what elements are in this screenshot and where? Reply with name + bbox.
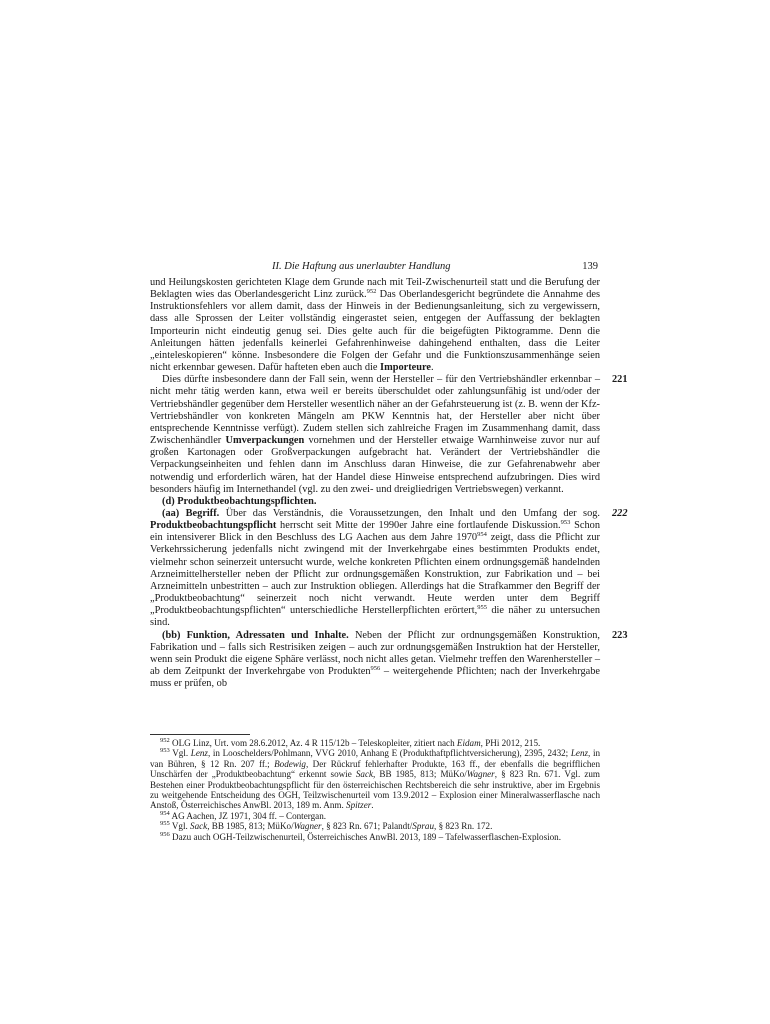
- text-run: , Der Rückruf fehlerhafter Produkte, 163 ff., der ebenfalls die begrifflichen Unschärfen der „Produktbeobachtung“ erkennt sowie: [150, 758, 600, 780]
- text-run: , in van Bühren, § 12 Rn. 207 ff.;: [150, 748, 601, 769]
- paragraph-222: [150, 507, 628, 630]
- footnote-ref-955: 955: [477, 604, 487, 612]
- subheading-begriff: (aa) Begriff.: [162, 507, 220, 519]
- author-name: Bodewig: [274, 758, 306, 769]
- footnote-number: 952: [160, 737, 170, 744]
- text-run: , in Looschelders/Pohlmann, VVG 2010, Anhang E (Produkthaftpflichtversicherung), 2395, 2432;: [207, 748, 571, 759]
- margin-number-222: 222: [612, 507, 628, 519]
- subheading-funktion: (bb) Funktion, Adressaten und Inhalte.: [162, 629, 349, 641]
- author-name: Wagner: [466, 769, 495, 780]
- footnote-number: 955: [160, 820, 170, 828]
- page-number: 139: [582, 261, 598, 272]
- footnote-separator: [150, 734, 250, 735]
- text-run: , § 823 Rn. 172.: [434, 821, 493, 832]
- text-run: und Heilungskosten gerichteten Klage dem Grunde nach mit Teil-Zwischenurteil statt und die Berufung der Beklagten wies das Oberlandesgericht Linz zurück.: [150, 277, 600, 301]
- margin-number-223: 223: [612, 629, 628, 641]
- text-run: .: [431, 362, 434, 374]
- text-run: , § 823 Rn. 671; Palandt/: [321, 821, 413, 832]
- author-name: Spitzer: [346, 800, 372, 811]
- paragraph-221: [150, 374, 628, 496]
- author-name: Sack: [355, 769, 374, 780]
- text-run: die näher zu untersuchen sind.: [150, 605, 600, 629]
- footnote-953: [150, 748, 600, 810]
- paragraph-text: [150, 508, 600, 630]
- author-name: Sprau: [412, 821, 435, 832]
- footnote-ref-953: 953: [560, 519, 571, 527]
- text-run: Vgl.: [169, 748, 191, 759]
- author-name: Lenz: [570, 748, 589, 759]
- paragraph-text: [150, 374, 600, 496]
- main-text: [150, 277, 628, 690]
- section-heading-text: (d) Produktbeobachtungspflichten.: [162, 495, 317, 507]
- footnote-number: 953: [160, 747, 170, 755]
- paragraph-223: [150, 629, 628, 691]
- text-run: Dazu auch OGH-Teilzwischenurteil, Österreichisches AnwBl. 2013, 189 – Tafelwasserflaschen-Explosion.: [169, 831, 561, 842]
- text-run: herrscht seit Mitte der 1990er Jahre eine fortlaufende Diskussion.: [276, 520, 561, 532]
- footnote-955: [150, 821, 600, 831]
- text-run: Dies dürfte insbesondere dann der Fall sein, wenn der Hersteller – für den Vertriebshändler erkennbar – nicht mehr tätig werden kann, etwa weil er bereits überschuldet oder zahlungsunfähig ist und/oder der Vertriebshändler gegenüber dem Hersteller wesentlich näher an der Gefahrsteuerung ist (z. B. wenn der Kfz-Vertriebshändler von konkreten Mängeln am PKW Kenntnis hat, der Hersteller aber nicht über entsprechende Kenntnisse verfügt). Zudem stellen sich zahlreiche Fragen im Zusammenhang damit, dass Zwischenhändler: [150, 374, 600, 447]
- text-run: Das Oberlandesgericht begründete die Annahme des Instruktionsfehlers vor allem damit, dass der Hinweis in der Bedienungsanleitung, sich zu vergewissern, dass alle Sprossen der Leiter vollständig eingerastet seien, entgegen der Auffassung der beklagten Importeurin nicht eindeutig genug sei. Dies gelte auch für die beigefügten Piktogramme. Denn die Anleitungen hätten jedenfalls keinerlei Gefahrenhinweise dahingehend enthalten, dass die Leiter „einteleskopieren“ könne. Insbesondere die Folgen der Gefahr und die Funktionszusammenhänge seien nicht erkennbar gewesen. Dafür hafteten eben auch die: [150, 289, 600, 374]
- author-name: Sack: [190, 821, 208, 832]
- author-name: Wagner: [293, 821, 322, 832]
- footnote-956: [150, 832, 600, 842]
- text-run: Vgl.: [169, 821, 191, 832]
- text-run: – weitergehende Pflichten; nach der Inverkehrgabe muss er prüfen, ob: [150, 666, 600, 690]
- text-run: , § 823 Rn. 671. Vgl. zum Bestehen einer Produktbeobachtungspflicht für den österreichischen Rechtsbereich die sehr instruktive, aber im Ergebnis zu weitgehende Entscheidung des OGH, Teilzwischenurteil vom 13.9.2012 – Explosion einer Mineralwasserflasche nach Anstoß, Österreichisches AnwBl. 2013, 189 m. Anm.: [150, 769, 600, 811]
- text-run: , PHi 2012, 215.: [480, 738, 541, 748]
- running-title: II. Die Haftung aus unerlaubter Handlung: [272, 261, 451, 272]
- footnote-ref-952: 952: [366, 288, 377, 296]
- paragraph-continued: [150, 277, 600, 374]
- text-run: , BB 1985, 813; MüKo/: [207, 821, 294, 832]
- text-run: zeigt, dass die Pflicht zur Verkehrssicherung jedenfalls nicht zwingend mit der Inverkehrgabe eines bestimmten Produkts endet, vielmehr schon seinerzeit untersucht wurde, welche konkreten Pflichten einem ordnungsgemäß handelnden Arzneimittelhersteller neben der Pflicht zur ordnungsgemäßen Konstruktion, zur Fabrikation und – bei Arzneimitteln unbestritten – auch zur Instruktion obliegen. Allerdings hat die Strafkammer den Begriff der „Produktbeobachtung“ seinerzeit noch nicht verwandt. Heute werden unter dem Begriff „Produktbeobachtungspflichten“ unterschiedliche Herstellerpflichten erörtert,: [150, 532, 601, 617]
- footnote-952: [150, 738, 600, 748]
- footnote-number: 956: [160, 830, 170, 838]
- author-name: Lenz: [190, 748, 208, 759]
- margin-number-221: 221: [612, 374, 628, 386]
- keyword-produktbeobachtungspflicht: Produktbeobachtungspflicht: [150, 520, 277, 532]
- footnote-ref-954: 954: [477, 531, 487, 539]
- text-run: .: [371, 800, 374, 811]
- running-header: [150, 260, 600, 276]
- keyword-umverpackungen: Umverpackungen: [225, 435, 305, 447]
- keyword-importeure: Importeure: [380, 362, 431, 374]
- text-run: AG Aachen, JZ 1971, 304 ff. – Contergan.: [169, 810, 327, 821]
- text-run: Schon ein intensiverer Blick in den Beschluss des LG Aachen aus dem Jahre 1970: [150, 520, 600, 544]
- author-name: Eidam: [456, 738, 481, 748]
- text-run: Neben der Pflicht zur ordnungsgemäßen Konstruktion, Fabrikation und – falls sich Restrisiken zeigen – auch zur ordnungsgemäßen Instruktion hat der Hersteller, wenn sein Produkt die eigene Sphäre verlässt, noch nicht alles getan. Vielmehr treffen den Warenhersteller – ab dem Zeitpunkt der Inverkehrgabe von Produkten: [150, 629, 600, 677]
- text-run: OLG Linz, Urt. vom 28.6.2012, Az. 4 R 115/12b – Teleskopleiter, zitiert nach: [169, 738, 457, 748]
- footnotes: [150, 738, 600, 842]
- footnote-number: 954: [160, 809, 170, 817]
- text-run: vornehmen und der Hersteller etwaige Warnhinweise zuvor nur auf großen Kartonagen oder Großverpackungen aufgebracht hat. Verändert der Vertriebshändler die Verpackungseinheiten und fehlen dann im Anschluss daran Hinweise, die zur Gefahrenabwehr aber notwendig und erforderlich wären, hat der Handel diese Hinweise entsprechend aufzubringen. Dies wird besonders häufig im Internethandel (vgl. zu den zwei- und dreigliedrigen Vertriebswegen) verkannt.: [150, 435, 600, 495]
- section-heading-d: [150, 496, 600, 508]
- paragraph-text: [150, 630, 600, 691]
- text-run: , BB 1985, 813; MüKo/: [373, 769, 467, 780]
- footnote-ref-956: 956: [370, 665, 381, 672]
- text-run: Über das Verständnis, die Voraussetzungen, den Inhalt und den Umfang der sog.: [219, 507, 600, 519]
- footnote-954: [150, 811, 600, 821]
